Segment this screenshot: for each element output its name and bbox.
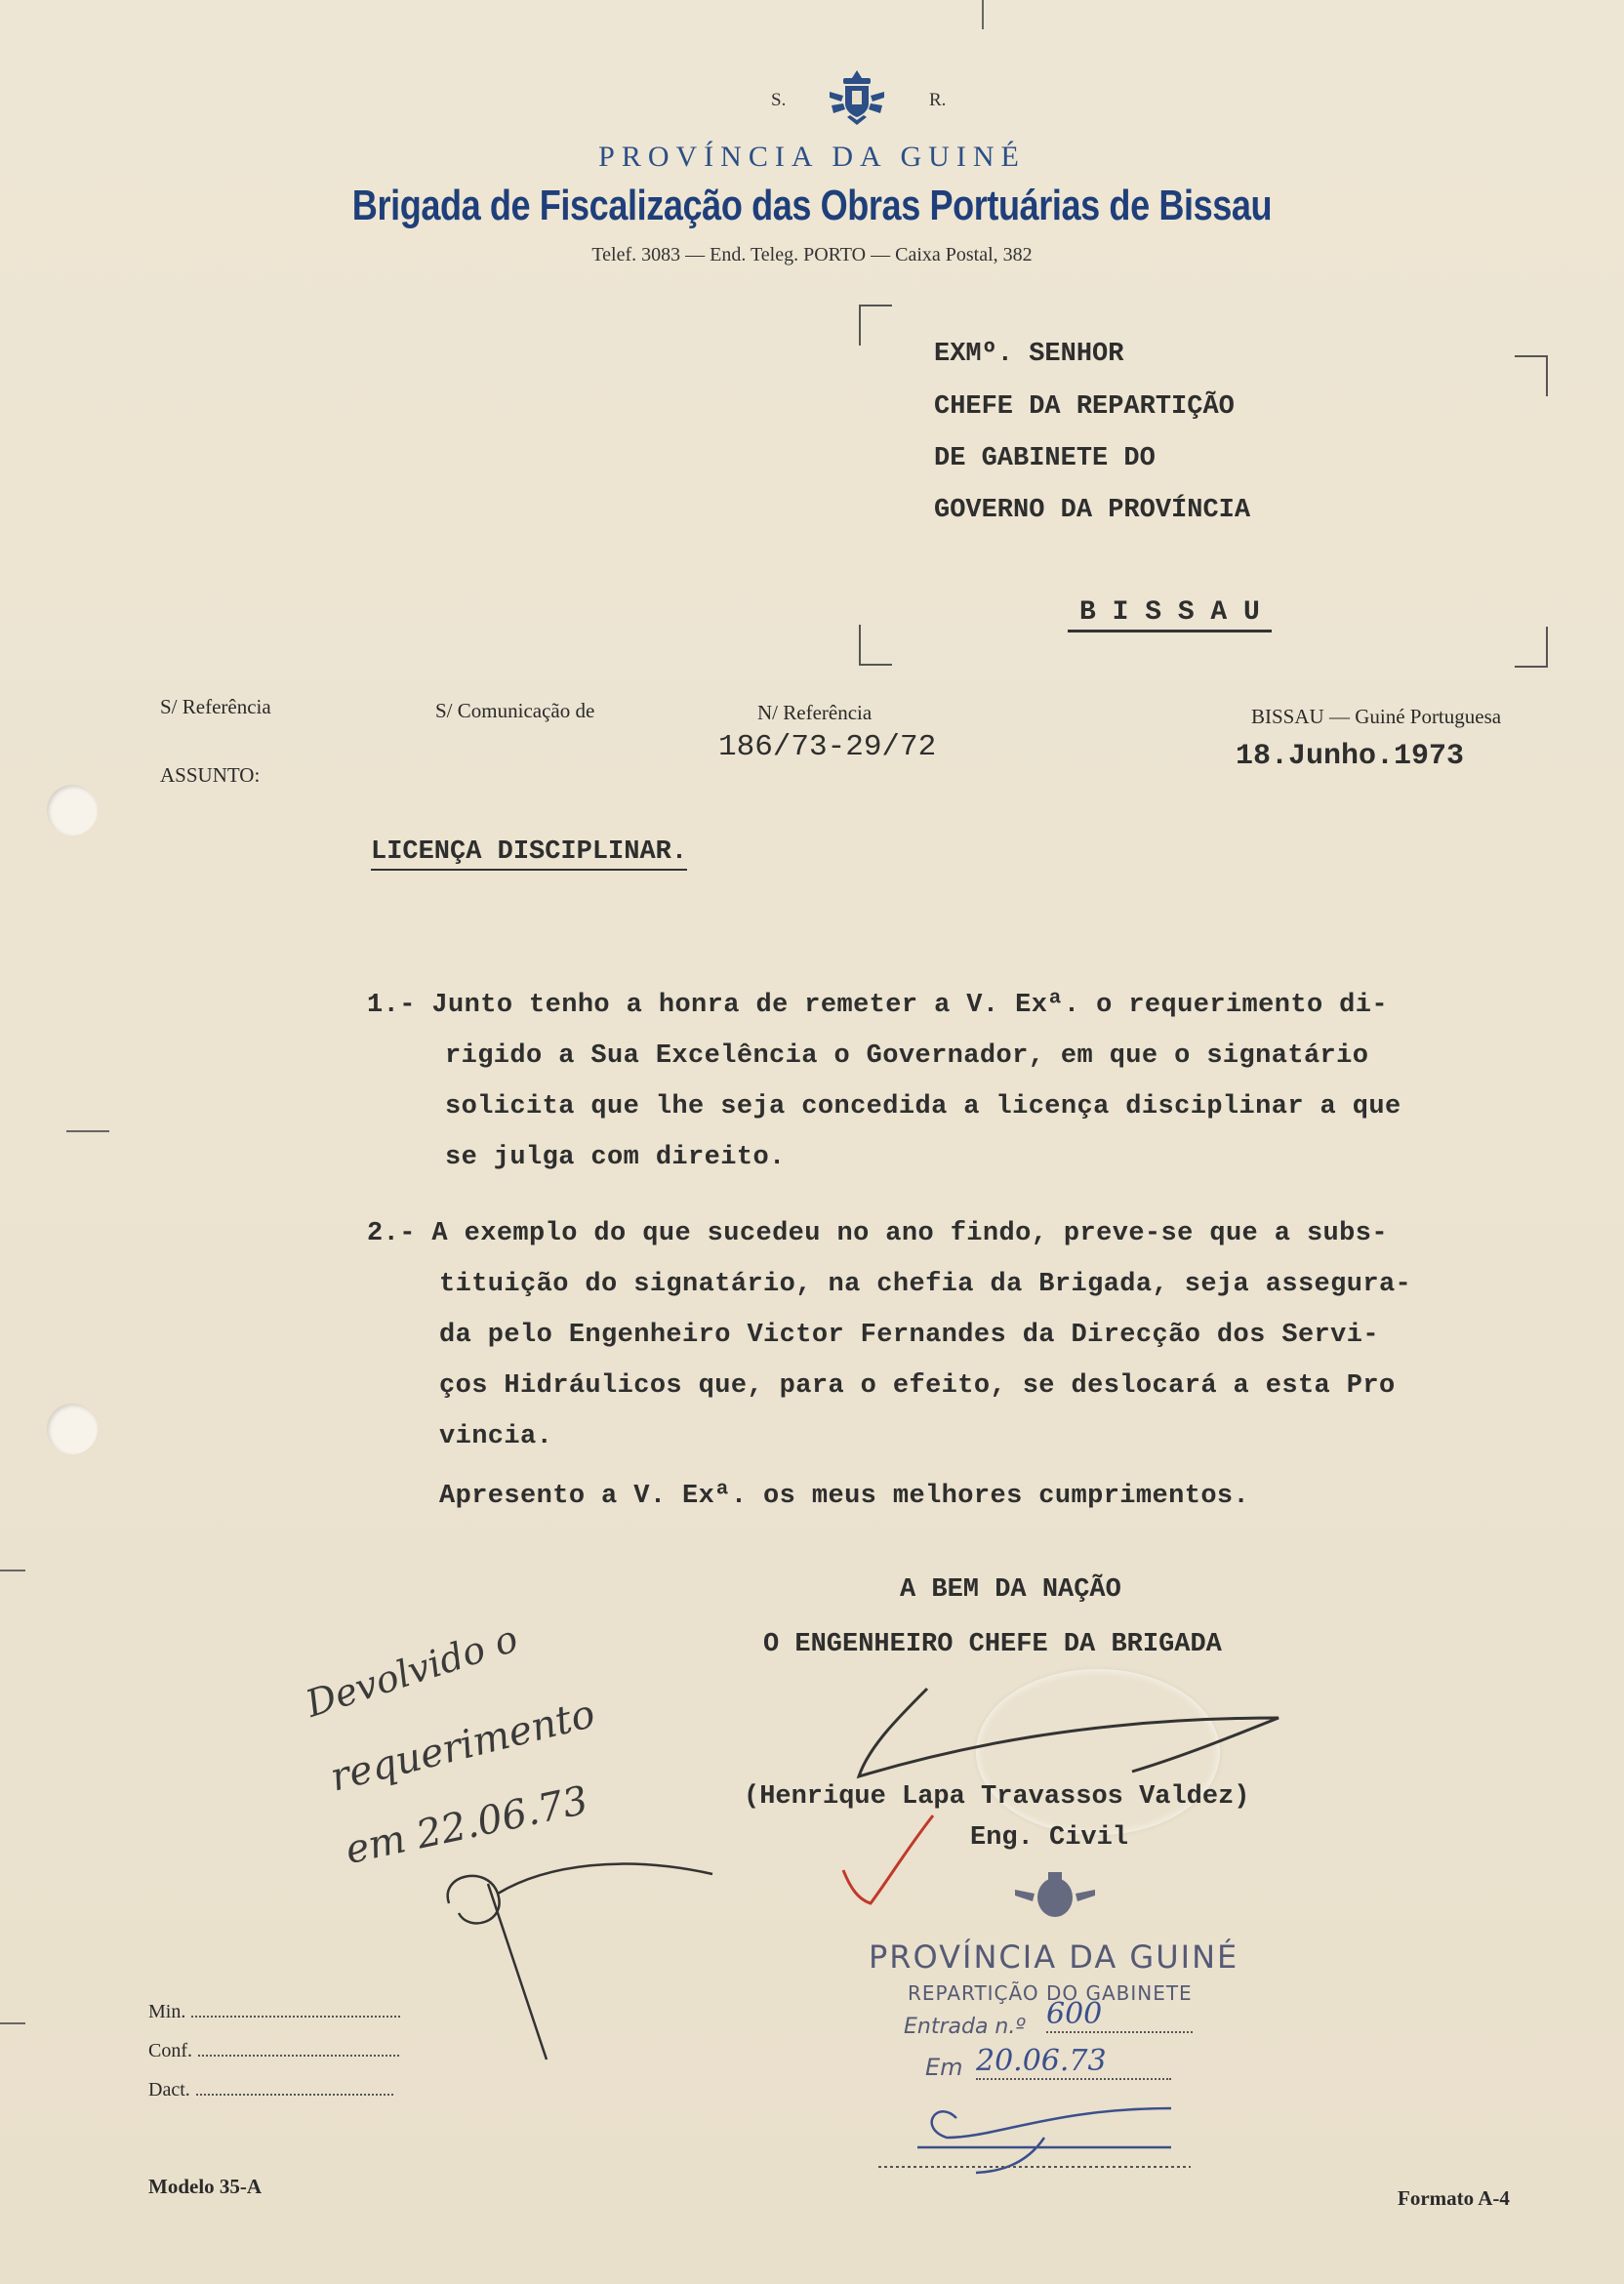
handwritten-line-2: requerimento (326, 1691, 600, 1801)
conf-label-text: Conf. (148, 2040, 192, 2061)
paragraph-line: vincia. (439, 1422, 553, 1451)
dact-field (196, 2094, 393, 2096)
punch-hole-bottom (47, 1404, 98, 1454)
n-referencia-label: N/ Referência (757, 701, 873, 724)
fold-mark (982, 0, 984, 29)
paragraph-line: solicita que lhe seja concedida a licença disciplinar a que (445, 1092, 1401, 1122)
stamp-initials (878, 2089, 1210, 2177)
signer-role: Eng. Civil (970, 1823, 1129, 1853)
organization-title: Brigada de Fiscalização das Obras Portuárias de Bissau (351, 182, 1273, 229)
header-s-letter: S. (771, 90, 787, 110)
address-bracket-tr (1515, 355, 1548, 396)
signature-scribble (839, 1679, 1288, 1796)
handwritten-line-1: Devolvido o (301, 1616, 523, 1726)
stamp-crest-icon (1011, 1870, 1099, 1934)
address-bracket-bl (859, 625, 892, 666)
format-label: Formato A-4 (1398, 2186, 1510, 2210)
handwritten-initials (429, 1845, 742, 2069)
fold-mark (66, 1130, 109, 1132)
subject-line: LICENÇA DISCIPLINAR. (371, 837, 687, 871)
recipient-line-1: EXMº. SENHOR (934, 340, 1124, 369)
contact-line: Telef. 3083 — End. Teleg. PORTO — Caixa Postal, 382 (591, 244, 1033, 265)
date-value: 18.Junho.1973 (1236, 740, 1465, 773)
min-field (191, 2016, 400, 2018)
stamp-em-label: Em (925, 2054, 963, 2081)
punch-hole-top (47, 785, 98, 836)
stamp-entrada-label: Entrada n.º (904, 2015, 1026, 2039)
signer-name: (Henrique Lapa Travassos Valdez) (744, 1782, 1250, 1812)
paragraph-line: da pelo Engenheiro Victor Fernandes da Direcção dos Servi- (439, 1321, 1379, 1350)
place-label: BISSAU — Guiné Portuguesa (1251, 705, 1502, 728)
model-label: Modelo 35-A (148, 2175, 263, 2198)
assunto-label: ASSUNTO: (160, 763, 261, 787)
fold-mark (0, 1570, 25, 1571)
paragraph-line: ços Hidráulicos que, para o efeito, se deslocará a esta Pro (439, 1371, 1396, 1401)
handwritten-line-3: em 22.06.73 (342, 1777, 592, 1873)
paragraph-2 (367, 1208, 1411, 1462)
coat-of-arms-icon (826, 66, 888, 129)
address-bracket-br (1515, 627, 1548, 668)
paragraph-line: rigido a Sua Excelência o Governador, em que o signatário (445, 1041, 1369, 1071)
dact-label (148, 2079, 393, 2101)
conf-label (148, 2040, 399, 2062)
paragraph-line: se julga com direito. (445, 1143, 786, 1172)
paragraph-line: 1.- Junto tenho a honra de remeter a V. Exª. o requerimento di- (367, 991, 1388, 1020)
min-label (148, 2001, 400, 2023)
dact-label-text: Dact. (148, 2079, 190, 2100)
stamp-province: PROVÍNCIA DA GUINÉ (869, 1938, 1239, 1976)
paragraph-line: 2.- A exemplo do que sucedeu no ano findo, preve-se que a subs- (367, 1219, 1388, 1248)
s-comunicacao-label: S/ Comunicação de (435, 699, 595, 722)
paragraph-line: tituição do signatário, na chefia da Brigada, seja assegura- (439, 1270, 1412, 1299)
recipient-line-3: DE GABINETE DO (934, 444, 1156, 473)
red-check-icon (837, 1812, 945, 1919)
signer-title: O ENGENHEIRO CHEFE DA BRIGADA (763, 1630, 1222, 1659)
recipient-city: B I S S A U (1068, 597, 1272, 632)
paragraph-1 (367, 980, 1401, 1183)
min-label-text: Min. (148, 2001, 186, 2022)
closing-line: Apresento a V. Exª. os meus melhores cumprimentos. (439, 1482, 1250, 1511)
conf-field (198, 2055, 399, 2057)
recipient-line-4: GOVERNO DA PROVÍNCIA (934, 496, 1251, 525)
stamp-entrada-value: 600 (1046, 1997, 1193, 2033)
header-r-letter: R. (929, 90, 947, 110)
stamp-office: REPARTIÇÃO DO GABINETE (908, 1981, 1193, 2005)
province-title: PROVÍNCIA DA GUINÉ (598, 141, 1026, 173)
n-referencia-value: 186/73-29/72 (718, 730, 937, 764)
motto: A BEM DA NAÇÃO (900, 1575, 1121, 1605)
recipient-line-2: CHEFE DA REPARTIÇÃO (934, 392, 1235, 422)
stamp-em-value: 20.06.73 (976, 2044, 1171, 2080)
address-bracket-tl (859, 305, 892, 346)
fold-mark (0, 2022, 25, 2024)
s-referencia-label: S/ Referência (160, 695, 271, 718)
